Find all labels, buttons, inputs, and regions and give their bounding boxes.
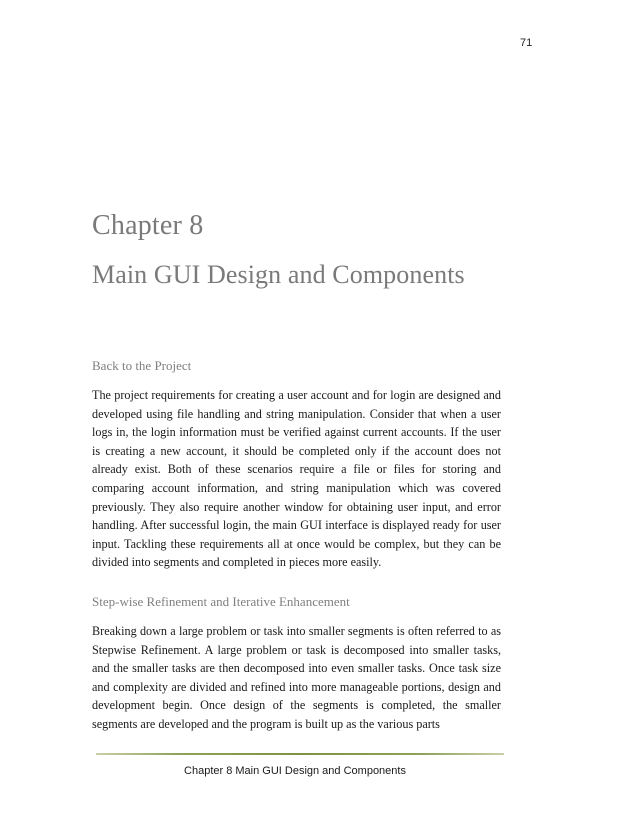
- footer-divider: [96, 753, 504, 755]
- chapter-number: Chapter 8: [92, 210, 204, 241]
- footer-running-title: Chapter 8 Main GUI Design and Components: [184, 765, 406, 777]
- section-heading-stepwise-refinement: Step-wise Refinement and Iterative Enhancement: [92, 594, 350, 609]
- chapter-title: Main GUI Design and Components: [92, 260, 465, 289]
- page-number: 71: [520, 37, 533, 49]
- section-body-back-to-project: The project requirements for creating a user account and for login are designed and developed using file handling and string manipulation. Consider that when a user logs in, the login information must be verified against current accounts. If the user is creating a new account, it should be completed only if the account does not already exist. Both of these scenarios require a file or files for storing and comparing account information, and string manipulation which was covered previously. They also require another window for obtaining user input, and error handling. After successful login, the main GUI interface is displayed ready for user input. Tackling these requirements all at once would be complex, but they can be divided into segments and completed in pieces more easily.: [92, 388, 501, 570]
- section-heading-back-to-project: Back to the Project: [92, 358, 192, 373]
- section-body-stepwise-refinement: Breaking down a large problem or task into smaller segments is often referred to as Stepwise Refinement. A large problem or task is decomposed into smaller tasks, and the smaller tasks are then decomposed into even smaller tasks. Once task size and complexity are divided and refined into more manageable portions, design and development begin. Once design of the segments is completed, the smaller segments are developed and the program is built up as the various parts: [92, 624, 501, 731]
